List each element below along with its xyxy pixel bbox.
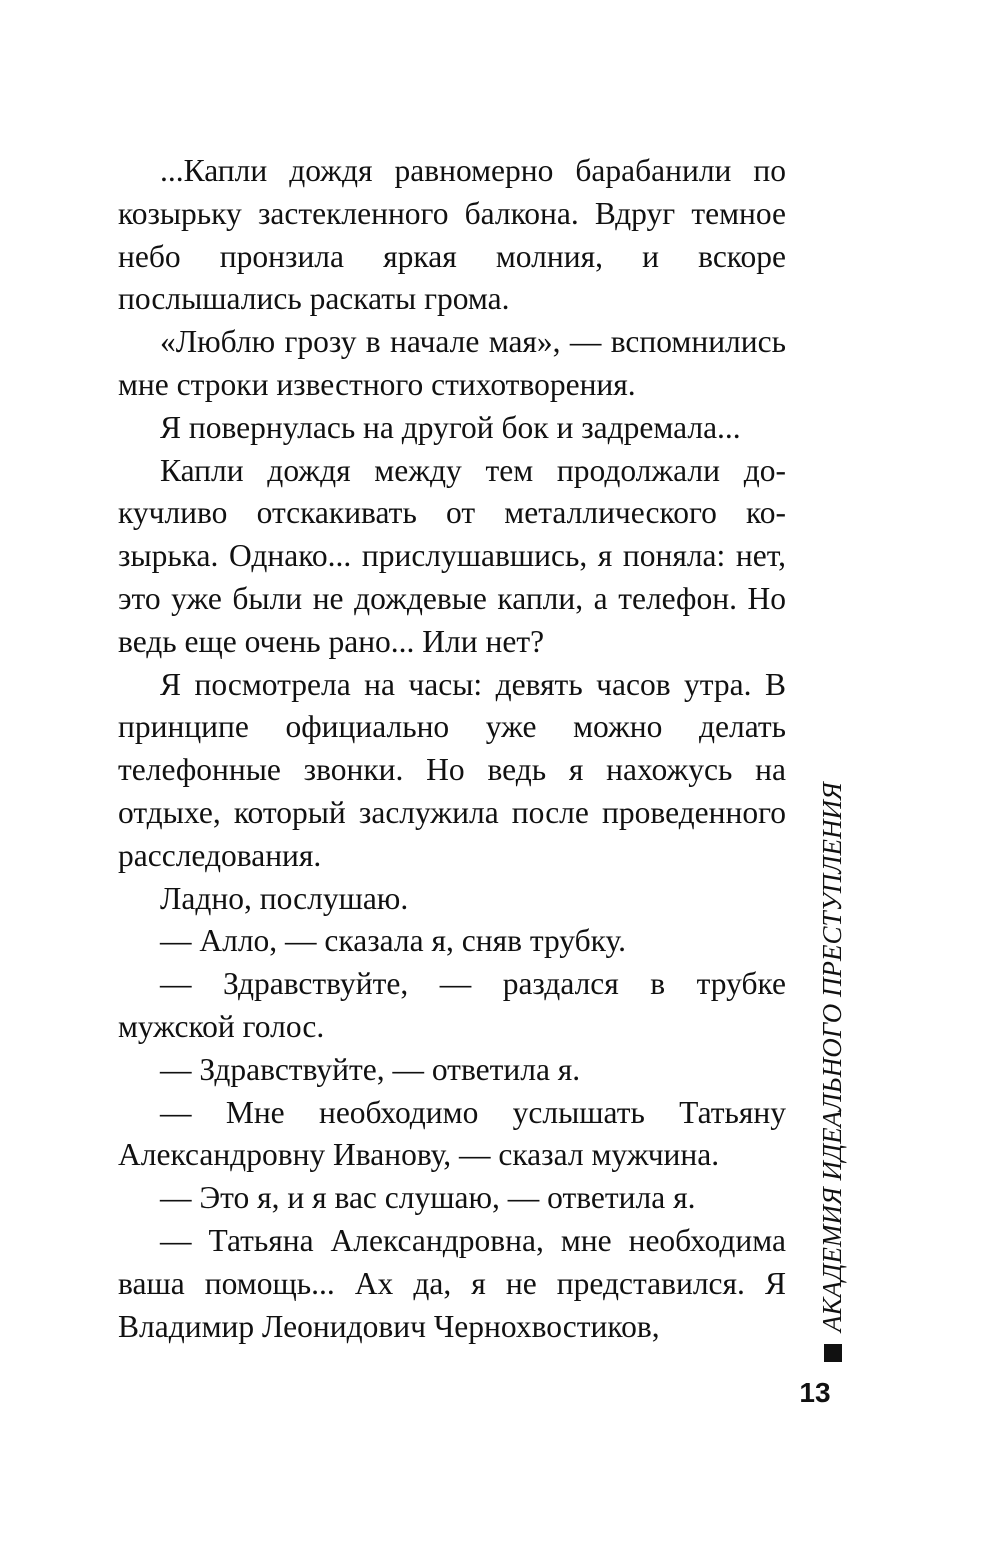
paragraph: «Люблю грозу в начале мая», — вспомнились мне строки известного стихотворения. <box>118 324 786 402</box>
running-head-title: АКАДЕМИЯ ИДЕАЛЬНОГО ПРЕСТУПЛЕНИЯ <box>817 782 847 1332</box>
paragraph: — Это я, и я вас слушаю, — ответила я. <box>160 1180 696 1216</box>
paragraph: ...Капли дождя равномерно барабанили по козырьку застекленного балкона. Вдруг темное небо пронзила яркая молния, и вскоре послышались раскаты грома. <box>118 153 786 317</box>
paragraph: — Здравствуйте, — ответила я. <box>160 1051 581 1087</box>
paragraph: — Алло, — сказала я, сняв трубку. <box>160 923 626 959</box>
running-head <box>819 782 846 1362</box>
paragraph: — Мне необходимо услышать Татьяну Александровну Иванову, — сказал мужчина. <box>118 1094 786 1173</box>
paragraph: — Здравствуйте, — раздался в трубке мужской голос. <box>118 966 786 1044</box>
paragraph: Ладно, послушаю. <box>160 880 409 916</box>
paragraph: Капли дождя между тем продолжали докучливо отскакивать от металлического козырька. Однако... прислушавшись, я поняла: нет, это уже были не дождевые капли, а телефон. Но ведь еще очень рано... Или нет? <box>118 452 786 659</box>
paragraph: — Татьяна Александровна, мне необходима ваша помощь... Ах да, я не представился. Я Владимир Леонидович Чернохвостиков, <box>118 1222 786 1344</box>
paragraph: Я повернулась на другой бок и задремала... <box>160 409 741 445</box>
square-bullet-icon <box>824 1344 842 1362</box>
page-number: 13 <box>799 1377 831 1408</box>
body-text <box>118 150 786 1348</box>
paragraph: Я посмотрела на часы: девять часов утра. В принципе официально уже можно делать телефонные звонки. Но ведь я нахожусь на отдыхе, который заслужила после проведенного расследования. <box>118 666 786 873</box>
